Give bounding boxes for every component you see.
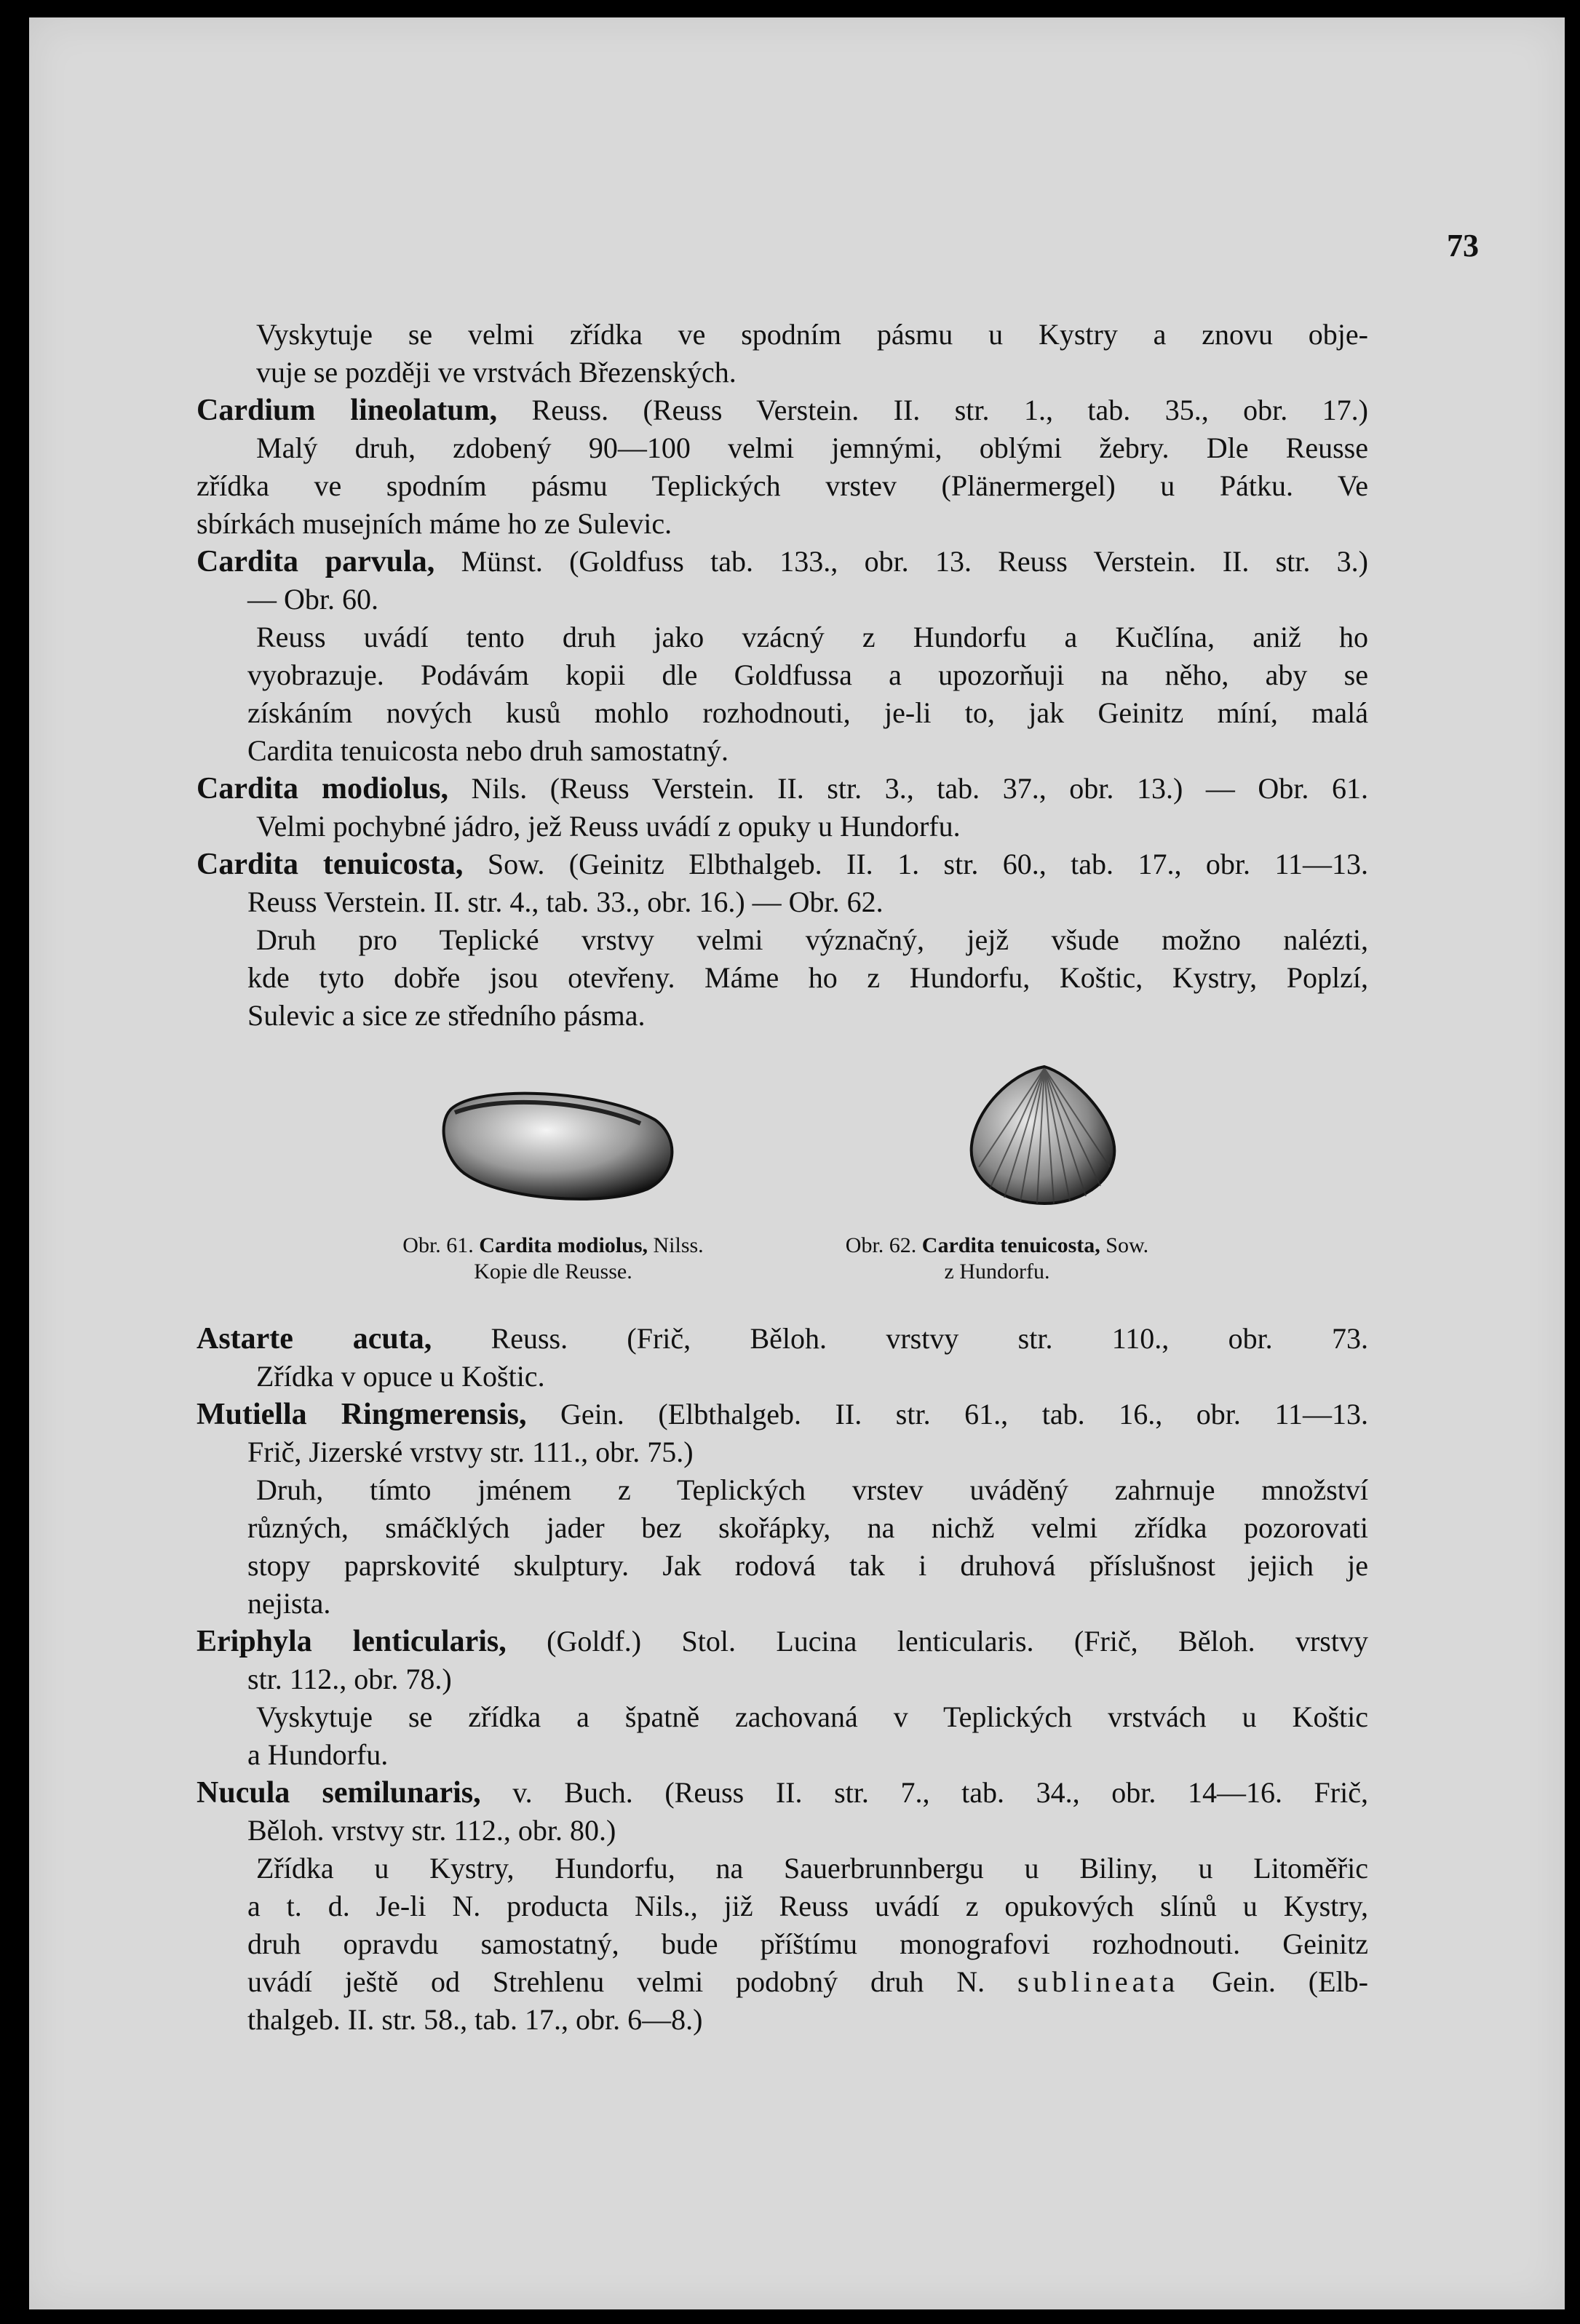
species-ref: Reuss. (Frič, Běloh. vrstvy str. 110., obr. 73.: [432, 1322, 1368, 1355]
text-line: zřídka ve spodním pásmu Teplických vrstev (Plänermergel) u Pátku. Ve: [196, 469, 1368, 502]
text-line: stopy paprskovité skulptury. Jak rodová tak i druhová příslušnost jejich je: [247, 1549, 1368, 1582]
text-line: druh opravdu samostatný, bude příštímu monografovi rozhodnouti. Geinitz: [247, 1927, 1368, 1960]
entry-astarte-acuta: [196, 1320, 1368, 1358]
species-ref: Münst. (Goldfuss tab. 133., obr. 13. Reuss Verstein. II. str. 3.): [434, 545, 1369, 578]
text-line: Reuss Verstein. II. str. 4., tab. 33., obr. 16.) — Obr. 62.: [247, 886, 884, 918]
entry-cardita-modiolus: [196, 770, 1368, 808]
entry-eriphyla-lenticularis: [196, 1623, 1368, 1660]
species-name: Nucula semilunaris,: [196, 1776, 481, 1810]
text-line: vyobrazuje. Podávám kopii dle Goldfussa a upozorňuji na něho, aby se: [247, 658, 1368, 691]
text-line: Frič, Jizerské vrstvy str. 111., obr. 75.): [247, 1436, 694, 1468]
text-line: Cardita tenuicosta nebo druh samostatný.: [247, 734, 729, 767]
species-name: Astarte acuta,: [196, 1322, 432, 1356]
entry-cardium-lineolatum: [196, 391, 1368, 429]
text-line: vuje se později ve vrstvách Březenských.: [256, 356, 737, 389]
page-number: 73: [1447, 228, 1479, 263]
species-name: Cardita tenuicosta,: [196, 848, 464, 881]
entry-mutiella-ringmerensis: [196, 1396, 1368, 1433]
figure-author: Nilss.: [653, 1233, 704, 1257]
species-ref: Sow. (Geinitz Elbthalgeb. II. 1. str. 60., tab. 17., obr. 11—13.: [463, 848, 1368, 880]
text-line: str. 112., obr. 78.): [247, 1663, 452, 1695]
spaced-species-name: sublineata: [1017, 1965, 1180, 1998]
species-name: Cardita modiolus,: [196, 772, 448, 805]
text-line: Běloh. vrstvy str. 112., obr. 80.): [247, 1814, 616, 1847]
text-line: Velmi pochybné jádro, jež Reuss uvádí z opuky u Hundorfu.: [256, 810, 961, 843]
text-line: Druh, tímto jménem z Teplických vrstev uváděný zahrnuje množství: [256, 1473, 1368, 1506]
text-line: sbírkách musejních máme ho ze Sulevic.: [196, 507, 672, 540]
species-name: Mutiella Ringmerensis,: [196, 1398, 527, 1431]
figure-62-caption: [779, 1233, 1215, 1285]
species-ref: Nils. (Reuss Verstein. II. str. 3., tab. 37., obr. 13.) — Obr. 61.: [448, 772, 1369, 805]
text-line: Zřídka u Kystry, Hundorfu, na Sauerbrunnbergu u Biliny, u Litoměřic: [256, 1852, 1368, 1885]
text-line: Vyskytuje se zřídka a špatně zachovaná v Teplických vrstvách u Koštic: [256, 1700, 1368, 1733]
text-line: Sulevic a sice ze středního pásma.: [247, 999, 646, 1032]
figure-label: Obr. 61.: [402, 1233, 474, 1257]
text-line: Zřídka v opuce u Koštic.: [256, 1360, 545, 1393]
text-line: nejista.: [247, 1587, 331, 1620]
species-name: Cardita parvula,: [196, 545, 435, 578]
figure-note: Kopie dle Reusse.: [474, 1260, 632, 1284]
text-line: kde tyto dobře jsou otevřeny. Máme ho z Hundorfu, Koštic, Kystry, Poplzí,: [247, 961, 1368, 994]
species-ref: Gein. (Elbthalgeb. II. str. 61., tab. 16., obr. 11—13.: [526, 1398, 1368, 1430]
entry-cardita-parvula: [196, 543, 1368, 581]
figure-author: Sow.: [1105, 1233, 1149, 1257]
text-line: Druh pro Teplické vrstvy velmi význačný, jejž všude možno nalézti,: [256, 923, 1368, 956]
species-name: Cardium lineolatum,: [196, 394, 498, 427]
species-ref: v. Buch. (Reuss II. str. 7., tab. 34., obr. 14—16. Frič,: [480, 1776, 1368, 1809]
figure-61-caption: [335, 1233, 771, 1285]
text-line: a Hundorfu.: [247, 1738, 389, 1771]
text-line: Reuss uvádí tento druh jako vzácný z Hundorfu a Kučlína, aniž ho: [256, 621, 1368, 653]
species-ref: Reuss. (Reuss Verstein. II. str. 1., tab. 35., obr. 17.): [497, 394, 1368, 426]
text-line: — Obr. 60.: [247, 583, 378, 616]
text-fragment: Gein. (Elb-: [1179, 1965, 1368, 1998]
entry-nucula-semilunaris: [196, 1774, 1368, 1812]
text-fragment: uvádí ještě od Strehlenu velmi podobný druh N.: [247, 1965, 1018, 1998]
text-line: thalgeb. II. str. 58., tab. 17., obr. 6—8.): [247, 2003, 703, 2036]
text-line: a t. d. Je-li N. producta Nils., již Reuss uvádí z opukových slínů u Kystry,: [247, 1890, 1368, 1922]
figure-note: z Hundorfu.: [944, 1260, 1050, 1284]
figure-62-shell-illustration: [961, 1058, 1128, 1211]
figure-61-shell-illustration: [437, 1080, 684, 1211]
species-name: Eriphyla lenticularis,: [196, 1625, 507, 1658]
scanned-page: [29, 17, 1565, 2309]
entry-cardita-tenuicosta: [196, 845, 1368, 883]
text-line: získáním nových kusů mohlo rozhodnouti, je-li to, jak Geinitz míní, malá: [247, 696, 1368, 729]
figure-species: Cardita modiolus,: [479, 1233, 648, 1257]
figure-label: Obr. 62.: [845, 1233, 917, 1257]
text-line: různých, smáčklých jader bez skořápky, na nichž velmi zřídka pozorovati: [247, 1511, 1368, 1544]
text-line: Malý druh, zdobený 90—100 velmi jemnými, oblými žebry. Dle Reusse: [256, 431, 1368, 464]
text-line: [247, 1963, 1368, 2001]
species-ref: (Goldf.) Stol. Lucina lenticularis. (Frič, Běloh. vrstvy: [506, 1625, 1368, 1658]
figure-species: Cardita tenuicosta,: [921, 1233, 1100, 1257]
text-line: Vyskytuje se velmi zřídka ve spodním pásmu u Kystry a znovu obje-: [256, 318, 1368, 351]
